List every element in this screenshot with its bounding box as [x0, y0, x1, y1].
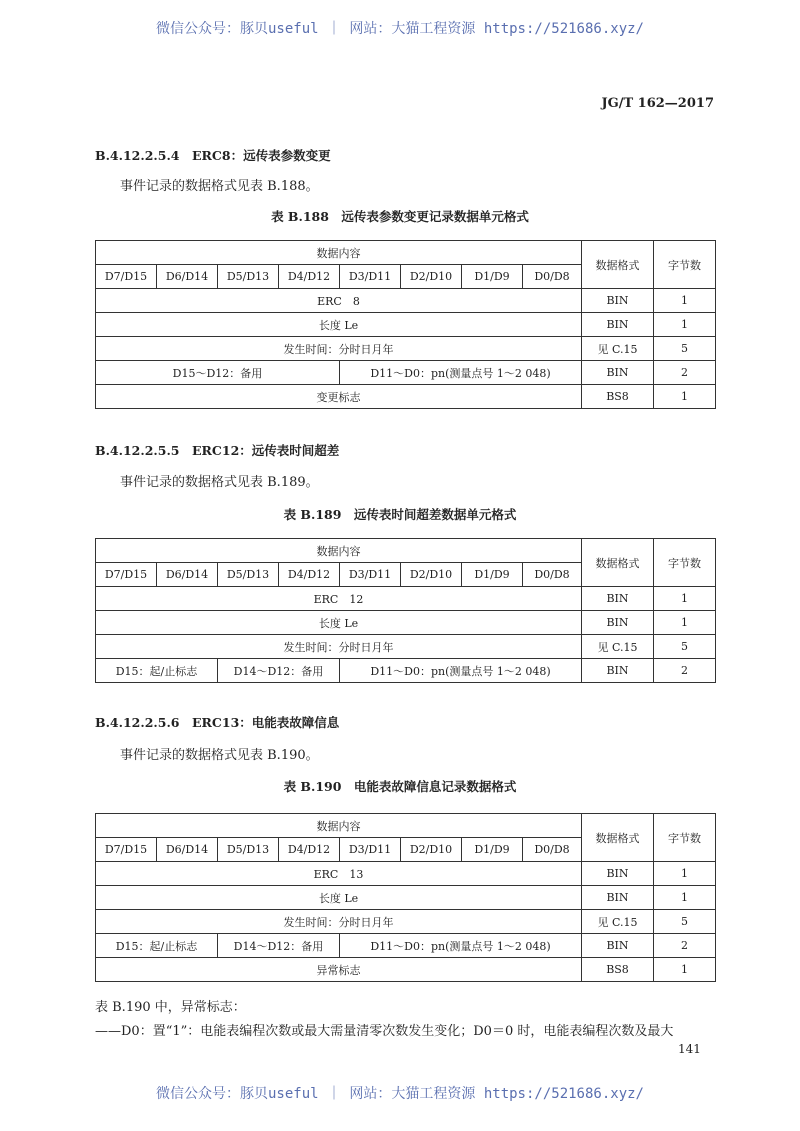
section-heading: B.4.12.2.5.6 ERC13：电能表故障信息: [95, 715, 340, 730]
data-table-b189: [95, 538, 716, 683]
content-cell: 发生时间：分时日月年: [96, 635, 582, 659]
table-row: [96, 910, 716, 934]
header-bit: D4/D12: [279, 838, 340, 862]
header-row: [96, 539, 716, 563]
format-cell: BS8: [582, 958, 654, 982]
format-cell: 见 C.15: [582, 337, 654, 361]
header-bytes: 字节数: [654, 241, 716, 289]
content-cell: 长度 Le: [96, 611, 582, 635]
table-row: [96, 587, 716, 611]
table-row: [96, 385, 716, 409]
format-cell: BIN: [582, 289, 654, 313]
header-bit: D2/D10: [401, 563, 462, 587]
content-cell: 异常标志: [96, 958, 582, 982]
header-row: [96, 241, 716, 265]
header-bit: D0/D8: [523, 265, 582, 289]
table-row: [96, 886, 716, 910]
bytes-cell: 1: [654, 886, 716, 910]
bytes-cell: 5: [654, 635, 716, 659]
content-cell: 长度 Le: [96, 886, 582, 910]
header-bit: D5/D13: [218, 838, 279, 862]
bytes-cell: 1: [654, 587, 716, 611]
header-bit: D3/D11: [340, 265, 401, 289]
table-row: [96, 361, 716, 385]
content-cell: ERC 12: [96, 587, 582, 611]
header-bit: D6/D14: [157, 563, 218, 587]
table-row: [96, 313, 716, 337]
note-line: ——D0：置“1”：电能表编程次数或最大需量清零次数发生变化；D0＝0 时，电能表编程次数及最大: [95, 1024, 674, 1039]
table-row: [96, 289, 716, 313]
format-cell: BIN: [582, 587, 654, 611]
table-caption: 表 B.190 电能表故障信息记录数据格式: [283, 779, 517, 794]
table-row: [96, 337, 716, 361]
format-cell: BIN: [582, 862, 654, 886]
format-cell: BIN: [582, 934, 654, 958]
content-cell: ERC 8: [96, 289, 582, 313]
note-intro: 表 B.190 中，异常标志：: [95, 1000, 246, 1015]
header-bit: D5/D13: [218, 265, 279, 289]
bytes-cell: 5: [654, 910, 716, 934]
header-bit: D1/D9: [462, 563, 523, 587]
bytes-cell: 2: [654, 361, 716, 385]
bytes-cell: 1: [654, 611, 716, 635]
format-cell: BIN: [582, 313, 654, 337]
section-heading: B.4.12.2.5.4 ERC8：远传表参数变更: [95, 148, 331, 163]
content-cell: 发生时间：分时日月年: [96, 910, 582, 934]
header-bit: D1/D9: [462, 265, 523, 289]
header-format: 数据格式: [582, 814, 654, 862]
header-format: 数据格式: [582, 241, 654, 289]
watermark-top: 微信公众号：豚贝useful ｜ 网站：大猫工程资源 https://521686.xyz/: [155, 21, 644, 37]
bytes-cell: 2: [654, 934, 716, 958]
header-bit: D6/D14: [157, 838, 218, 862]
content-cell: D11～D0：pn(测量点号 1～2 048): [340, 361, 582, 385]
format-cell: BS8: [582, 385, 654, 409]
header-bit: D1/D9: [462, 838, 523, 862]
standard-number: JG/T 162—2017: [601, 96, 714, 111]
paragraph: 事件记录的数据格式见表 B.189。: [120, 475, 319, 490]
content-cell: D15～D12：备用: [96, 361, 340, 385]
content-cell: D15：起/止标志: [96, 659, 218, 683]
bytes-cell: 1: [654, 862, 716, 886]
table-row: [96, 862, 716, 886]
table-row: [96, 958, 716, 982]
header-bit: D5/D13: [218, 563, 279, 587]
content-cell: D15：起/止标志: [96, 934, 218, 958]
header-format: 数据格式: [582, 539, 654, 587]
format-cell: 见 C.15: [582, 635, 654, 659]
content-cell: 变更标志: [96, 385, 582, 409]
header-bytes: 字节数: [654, 814, 716, 862]
bytes-cell: 1: [654, 385, 716, 409]
header-bit: D2/D10: [401, 838, 462, 862]
header-bit: D4/D12: [279, 265, 340, 289]
content-cell: D11～D0：pn(测量点号 1～2 048): [340, 659, 582, 683]
format-cell: BIN: [582, 361, 654, 385]
table-row: [96, 659, 716, 683]
content-cell: D11～D0：pn(测量点号 1～2 048): [340, 934, 582, 958]
format-cell: BIN: [582, 611, 654, 635]
header-bit: D2/D10: [401, 265, 462, 289]
header-content: 数据内容: [96, 814, 582, 838]
content-cell: 长度 Le: [96, 313, 582, 337]
header-content: 数据内容: [96, 539, 582, 563]
data-table-b188: [95, 240, 716, 409]
header-bit: D6/D14: [157, 265, 218, 289]
table-caption: 表 B.189 远传表时间超差数据单元格式: [283, 507, 517, 522]
format-cell: BIN: [582, 886, 654, 910]
header-bit: D0/D8: [523, 563, 582, 587]
content-cell: 发生时间：分时日月年: [96, 337, 582, 361]
header-bit: D7/D15: [96, 838, 157, 862]
bytes-cell: 1: [654, 289, 716, 313]
table-row: [96, 611, 716, 635]
bytes-cell: 5: [654, 337, 716, 361]
format-cell: 见 C.15: [582, 910, 654, 934]
content-cell: ERC 13: [96, 862, 582, 886]
header-bit: D7/D15: [96, 265, 157, 289]
header-bit: D4/D12: [279, 563, 340, 587]
paragraph: 事件记录的数据格式见表 B.188。: [120, 179, 319, 194]
table-row: [96, 635, 716, 659]
bytes-cell: 1: [654, 958, 716, 982]
header-bit: D3/D11: [340, 838, 401, 862]
header-bit: D7/D15: [96, 563, 157, 587]
format-cell: BIN: [582, 659, 654, 683]
header-content: 数据内容: [96, 241, 582, 265]
content-cell: D14～D12：备用: [218, 659, 340, 683]
bytes-cell: 1: [654, 313, 716, 337]
header-row: [96, 814, 716, 838]
bytes-cell: 2: [654, 659, 716, 683]
header-bit: D0/D8: [523, 838, 582, 862]
data-table-b190: [95, 813, 716, 982]
content-cell: D14～D12：备用: [218, 934, 340, 958]
section-heading: B.4.12.2.5.5 ERC12：远传表时间超差: [95, 443, 340, 458]
paragraph: 事件记录的数据格式见表 B.190。: [120, 748, 319, 763]
watermark-bottom: 微信公众号：豚贝useful ｜ 网站：大猫工程资源 https://521686.xyz/: [155, 1086, 644, 1102]
header-bytes: 字节数: [654, 539, 716, 587]
table-row: [96, 934, 716, 958]
page-number: 141: [678, 1042, 701, 1056]
table-caption: 表 B.188 远传表参数变更记录数据单元格式: [271, 209, 529, 224]
header-bit: D3/D11: [340, 563, 401, 587]
